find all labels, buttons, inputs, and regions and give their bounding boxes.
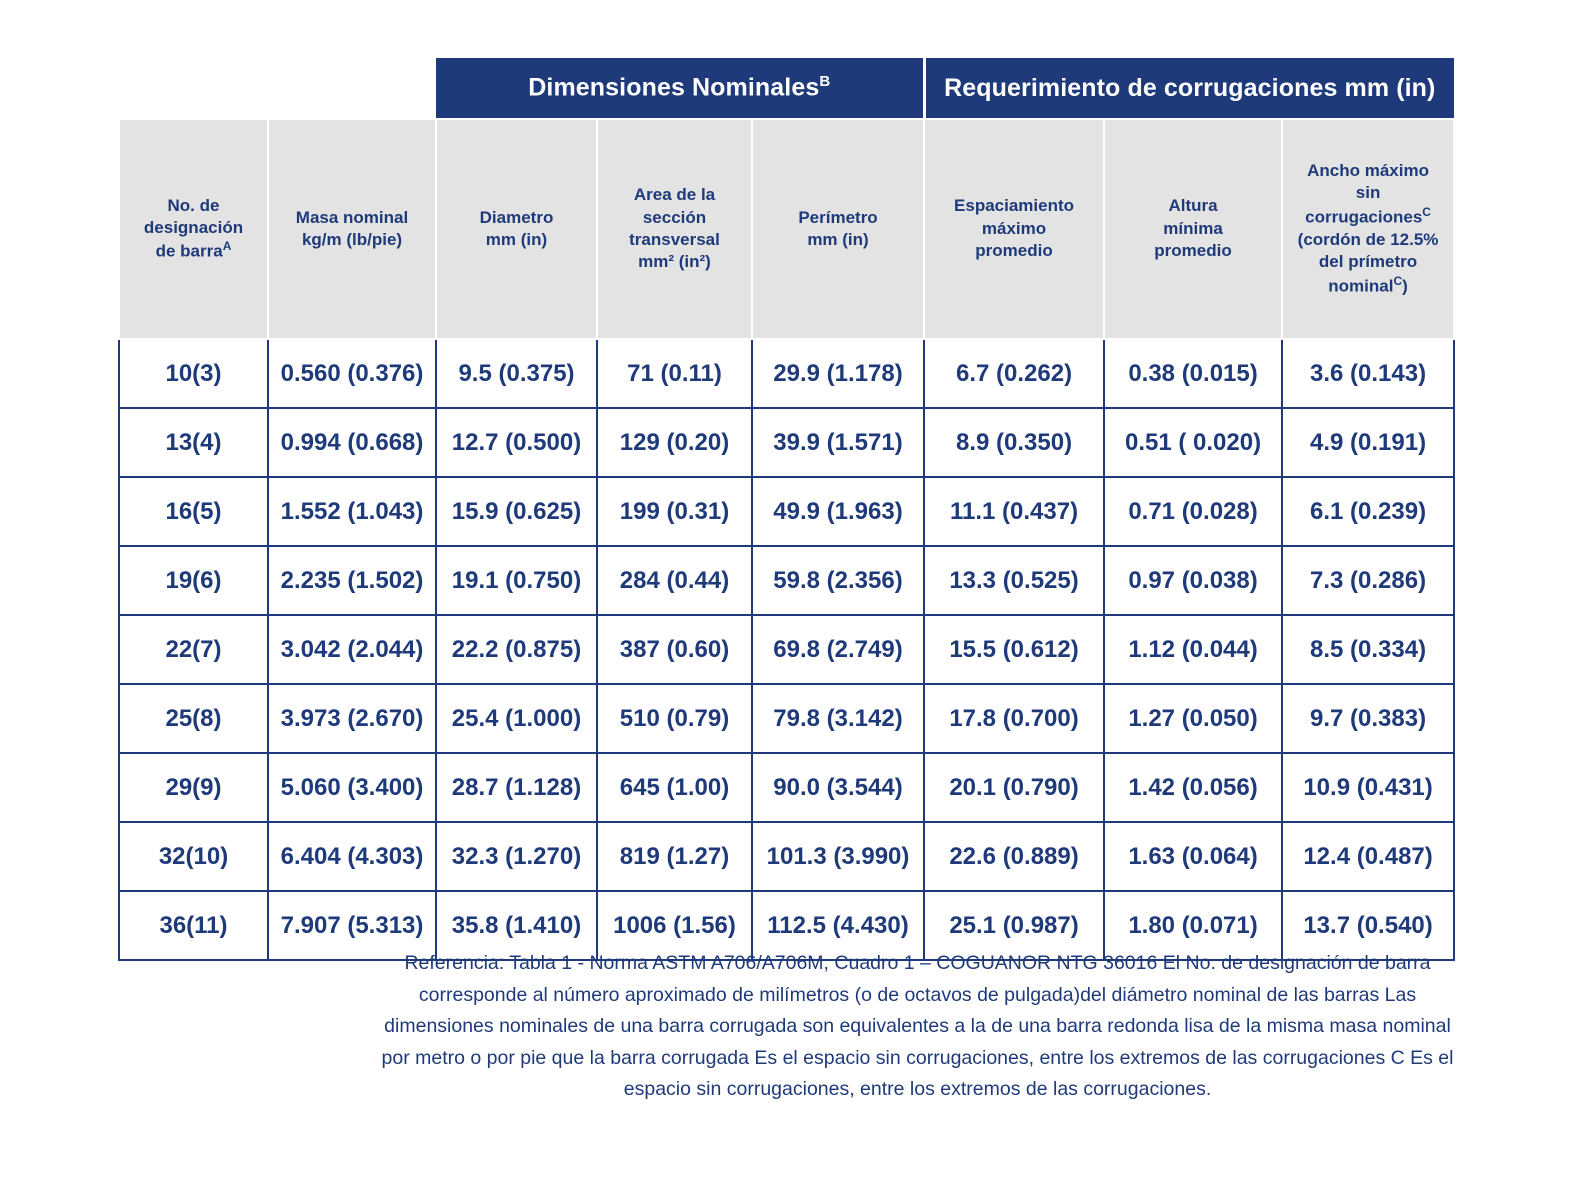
column-header-nominal-mass xyxy=(268,119,436,339)
header-line: corrugaciones xyxy=(1305,207,1423,227)
cell-perimeter: 101.3 (3.990) xyxy=(752,822,924,891)
cell-perimeter: 69.8 (2.749) xyxy=(752,615,924,684)
table-row xyxy=(119,546,1454,615)
header-line: Diametro xyxy=(479,207,554,227)
cell-max-spacing: 13.3 (0.525) xyxy=(924,546,1104,615)
cell-diameter: 25.4 (1.000) xyxy=(436,684,597,753)
cell-bar-designation: 29(9) xyxy=(119,753,268,822)
cell-min-height: 0.97 (0.038) xyxy=(1104,546,1282,615)
cell-diameter: 28.7 (1.128) xyxy=(436,753,597,822)
cell-perimeter: 59.8 (2.356) xyxy=(752,546,924,615)
cell-perimeter: 39.9 (1.571) xyxy=(752,408,924,477)
cell-diameter: 12.7 (0.500) xyxy=(436,408,597,477)
band-spacer xyxy=(119,58,436,119)
cell-diameter: 15.9 (0.625) xyxy=(436,477,597,546)
cell-nominal-mass: 5.060 (3.400) xyxy=(268,753,436,822)
header-line: designación xyxy=(143,217,244,237)
cell-min-height: 1.27 (0.050) xyxy=(1104,684,1282,753)
header-line: sin xyxy=(1355,183,1381,203)
cell-bar-designation: 13(4) xyxy=(119,408,268,477)
table-footnote: Referencia: Tabla 1 - Norma ASTM A706/A706M, Cuadro 1 – COGUANOR NTG 36016 El No. de designación de barra corresponde al número aproximado de milímetros (o de octavos de pulgada)del diámetro nominal de las barras Las dimensiones nominales de una barra corrugada son equivalentes a la de una barra redonda lisa de la misma masa nominal por metro o por pie que la barra corrugada Es el espacio sin corrugaciones, entre los extremos de las corrugaciones C Es el espacio sin corrugaciones, entre los extremos de las corrugaciones. xyxy=(381,952,1454,1101)
rebar-dimensions-table-container xyxy=(118,58,1453,961)
cell-diameter: 35.8 (1.410) xyxy=(436,891,597,960)
header-line: Perímetro xyxy=(798,207,878,227)
cell-area: 819 (1.27) xyxy=(597,822,752,891)
cell-nominal-mass: 6.404 (4.303) xyxy=(268,822,436,891)
band-group-label-corrugations: Requerimiento de corrugaciones mm (in) xyxy=(944,73,1436,102)
cell-nominal-mass: 7.907 (5.313) xyxy=(268,891,436,960)
cell-min-height: 1.63 (0.064) xyxy=(1104,822,1282,891)
cell-nominal-mass: 1.552 (1.043) xyxy=(268,477,436,546)
header-line: mm (in) xyxy=(807,230,869,249)
header-line: transversal xyxy=(629,230,720,249)
table-band-row xyxy=(119,58,1454,119)
cell-max-gap: 4.9 (0.191) xyxy=(1282,408,1454,477)
cell-perimeter: 79.8 (3.142) xyxy=(752,684,924,753)
header-line: mm² (in²) xyxy=(638,252,711,272)
column-header-max-gap-width: Ancho máximo sin corrugaciones$^C$ (cordón de 12.5% del prímetro nominal$^C$) xyxy=(1282,119,1454,339)
column-header-max-average-spacing xyxy=(924,119,1104,339)
header-line: mm (in) xyxy=(485,230,548,249)
header-line: kg/m (lb/pie) xyxy=(301,230,403,249)
cell-min-height: 0.51 ( 0.020) xyxy=(1104,408,1282,477)
cell-bar-designation: 16(5) xyxy=(119,477,268,546)
cell-max-spacing: 25.1 (0.987) xyxy=(924,891,1104,960)
cell-diameter: 19.1 (0.750) xyxy=(436,546,597,615)
cell-max-spacing: 11.1 (0.437) xyxy=(924,477,1104,546)
header-sup: C xyxy=(1393,273,1403,288)
header-line: máximo xyxy=(981,218,1047,238)
header-line: promedio xyxy=(975,241,1053,261)
cell-max-spacing: 6.7 (0.262) xyxy=(924,339,1104,408)
cell-max-spacing: 15.5 (0.612) xyxy=(924,615,1104,684)
cell-max-gap: 12.4 (0.487) xyxy=(1282,822,1454,891)
band-group-label-nominal: Dimensiones Nominales xyxy=(528,73,820,102)
cell-area: 284 (0.44) xyxy=(597,546,752,615)
header-line: Ancho máximo xyxy=(1307,161,1429,181)
cell-area: 1006 (1.56) xyxy=(597,891,752,960)
cell-min-height: 0.38 (0.015) xyxy=(1104,339,1282,408)
header-line: Espaciamiento xyxy=(954,196,1075,216)
cell-nominal-mass: 2.235 (1.502) xyxy=(268,546,436,615)
header-line: Altura xyxy=(1168,196,1218,216)
header-line: Masa nominal xyxy=(295,207,409,227)
cell-max-gap: 3.6 (0.143) xyxy=(1282,339,1454,408)
cell-max-spacing: 8.9 (0.350) xyxy=(924,408,1104,477)
header-sup: C xyxy=(1422,204,1431,219)
cell-perimeter: 49.9 (1.963) xyxy=(752,477,924,546)
header-line: promedio xyxy=(1154,241,1232,261)
cell-min-height: 0.71 (0.028) xyxy=(1104,477,1282,546)
column-header-diameter xyxy=(436,119,597,339)
cell-nominal-mass: 0.994 (0.668) xyxy=(268,408,436,477)
cell-max-gap: 13.7 (0.540) xyxy=(1282,891,1454,960)
cell-diameter: 32.3 (1.270) xyxy=(436,822,597,891)
cell-bar-designation: 19(6) xyxy=(119,546,268,615)
cell-perimeter: 90.0 (3.544) xyxy=(752,753,924,822)
header-line: del prímetro xyxy=(1318,252,1418,272)
column-header-min-average-height xyxy=(1104,119,1282,339)
table-row xyxy=(119,339,1454,408)
cell-area: 387 (0.60) xyxy=(597,615,752,684)
band-group-sup-nominal: B xyxy=(819,73,831,91)
cell-nominal-mass: 3.973 (2.670) xyxy=(268,684,436,753)
table-row xyxy=(119,684,1454,753)
cell-area: 510 (0.79) xyxy=(597,684,752,753)
cell-max-gap: 9.7 (0.383) xyxy=(1282,684,1454,753)
header-line: (cordón de 12.5% xyxy=(1297,230,1439,249)
cell-area: 71 (0.11) xyxy=(597,339,752,408)
cell-min-height: 1.80 (0.071) xyxy=(1104,891,1282,960)
header-line: mínima xyxy=(1163,218,1223,238)
table-row xyxy=(119,822,1454,891)
cell-diameter: 22.2 (0.875) xyxy=(436,615,597,684)
cell-area: 129 (0.20) xyxy=(597,408,752,477)
table-header-row xyxy=(119,119,1454,339)
cell-perimeter: 29.9 (1.178) xyxy=(752,339,924,408)
cell-bar-designation: 22(7) xyxy=(119,615,268,684)
cell-perimeter: 112.5 (4.430) xyxy=(752,891,924,960)
cell-bar-designation: 25(8) xyxy=(119,684,268,753)
cell-min-height: 1.42 (0.056) xyxy=(1104,753,1282,822)
header-line: sección xyxy=(642,207,707,227)
header-line: de barra xyxy=(155,242,223,262)
table-row xyxy=(119,753,1454,822)
header-sup: A xyxy=(222,239,232,254)
cell-max-spacing: 17.8 (0.700) xyxy=(924,684,1104,753)
cell-min-height: 1.12 (0.044) xyxy=(1104,615,1282,684)
cell-max-gap: 10.9 (0.431) xyxy=(1282,753,1454,822)
cell-max-gap: 7.3 (0.286) xyxy=(1282,546,1454,615)
cell-area: 645 (1.00) xyxy=(597,753,752,822)
header-line: No. de xyxy=(167,195,220,215)
cell-bar-designation: 36(11) xyxy=(119,891,268,960)
rebar-dimensions-table xyxy=(118,58,1455,961)
cell-bar-designation: 10(3) xyxy=(119,339,268,408)
header-line: nominal xyxy=(1328,276,1394,296)
table-row xyxy=(119,477,1454,546)
table-row xyxy=(119,408,1454,477)
cell-nominal-mass: 3.042 (2.044) xyxy=(268,615,436,684)
cell-nominal-mass: 0.560 (0.376) xyxy=(268,339,436,408)
cell-diameter: 9.5 (0.375) xyxy=(436,339,597,408)
cell-max-gap: 6.1 (0.239) xyxy=(1282,477,1454,546)
band-group-nominal-dimensions xyxy=(436,58,924,119)
table-body xyxy=(119,339,1454,960)
cell-area: 199 (0.31) xyxy=(597,477,752,546)
column-header-bar-designation xyxy=(119,119,268,339)
band-group-corrugation-requirements xyxy=(924,58,1454,119)
column-header-perimeter xyxy=(752,119,924,339)
cell-max-gap: 8.5 (0.334) xyxy=(1282,615,1454,684)
cell-bar-designation: 32(10) xyxy=(119,822,268,891)
table-row xyxy=(119,615,1454,684)
cell-max-spacing: 20.1 (0.790) xyxy=(924,753,1104,822)
cell-max-spacing: 22.6 (0.889) xyxy=(924,822,1104,891)
header-line: Area de la xyxy=(633,185,716,205)
column-header-cross-section-area xyxy=(597,119,752,339)
